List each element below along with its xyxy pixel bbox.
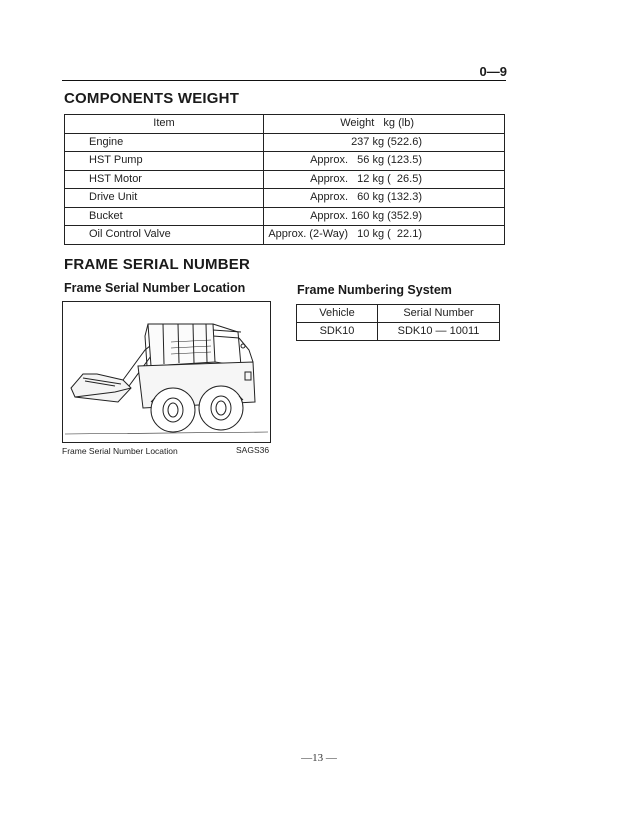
table-row [65,226,505,245]
header-weight: Weight kg (lb) [264,115,505,134]
frame-numbering-table [296,304,500,341]
row-item: Bucket [65,207,264,226]
row-item: HST Motor [65,170,264,189]
table-row [65,152,505,171]
row-vehicle: SDK10 [297,323,378,341]
location-subtitle: Frame Serial Number Location [64,281,246,295]
table-header-row [297,305,500,323]
skid-steer-figure [62,301,271,443]
row-item: Drive Unit [65,189,264,208]
row-item: HST Pump [65,152,264,171]
row-serial: SDK10 — 10011 [378,323,500,341]
header-rule [62,80,506,81]
header-item: Item [65,115,264,134]
row-item: Engine [65,133,264,152]
header-serial: Serial Number [378,305,500,323]
row-weight: Approx. 160 kg (352.9) [264,207,505,226]
page-footer: —13 — [301,752,337,764]
table-row [65,207,505,226]
components-weight-table [64,114,505,245]
row-weight: 237 kg (522.6) [264,133,505,152]
table-row [65,189,505,208]
components-weight-title: COMPONENTS WEIGHT [64,90,240,107]
table-row [65,170,505,189]
header-vehicle: Vehicle [297,305,378,323]
figure-code: SAGS36 [236,445,270,455]
frame-serial-title: FRAME SERIAL NUMBER [64,256,251,273]
figure-caption: Frame Serial Number Location [62,446,178,456]
row-item: Oil Control Valve [65,226,264,245]
row-weight: Approx. 12 kg ( 26.5) [264,170,505,189]
table-row [297,323,500,341]
skid-steer-loader-illustration [63,302,270,442]
table-header-row [65,115,505,134]
row-weight: Approx. 56 kg (123.5) [264,152,505,171]
page-number: 0—9 [479,64,507,79]
system-subtitle: Frame Numbering System [297,283,452,297]
table-row [65,133,505,152]
row-weight: Approx. 60 kg (132.3) [264,189,505,208]
row-weight: Approx. (2-Way) 10 kg ( 22.1) [264,226,505,245]
